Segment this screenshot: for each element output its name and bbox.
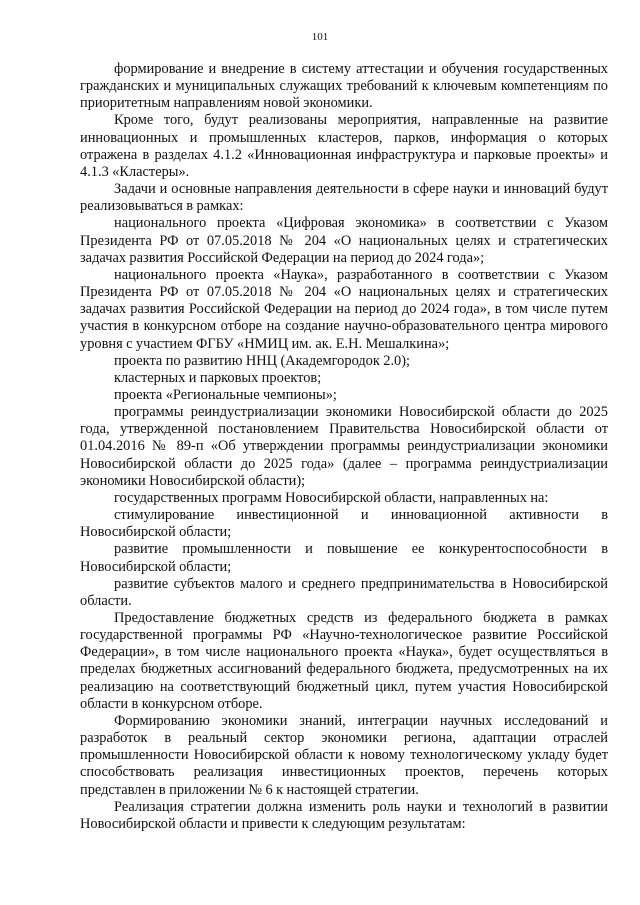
paragraph: стимулирование инвестиционной и инновационной активности в Новосибирской области;	[80, 507, 608, 541]
page-number: 101	[311, 31, 329, 43]
paragraph: программы реиндустриализации экономики Новосибирской области до 2025 года, утвержденной постановлением Правительства Новосибирской области от 01.04.2016 № 89-п «Об утверждении программы реиндустриализации экономики Новосибирской области до 2025 года» (далее – программа реиндустриализации экономики Новосибирской области);	[80, 404, 608, 489]
paragraph: Реализация стратегии должна изменить роль науки и технологий в развитии Новосибирской области и привести к следующим результатам:	[80, 798, 608, 832]
paragraph: развитие промышленности и повышение ее конкурентоспособности в Новосибирской области;	[80, 541, 608, 575]
paragraph: Предоставление бюджетных средств из федерального бюджета в рамках государственной программы РФ «Научно-технологическое развитие Российской Федерации», в том числе национального проекта «Наука», будет осуществляться в пределах бюджетных ассигнований федерального бюджета, предусмотренных на их реализацию на соответствующий бюджетный цикл, путем участия Новосибирской области в конкурсном отборе.	[80, 610, 608, 712]
paragraph: Задачи и основные направления деятельности в сфере науки и инноваций будут реализовываться в рамках:	[80, 181, 608, 215]
paragraph: национального проекта «Цифровая экономика» в соответствии с Указом Президента РФ от 07.05.2018 № 204 «О национальных целях и стратегических задачах развития Российской Федерации на период до 2024 года»;	[80, 215, 608, 266]
paragraph: национального проекта «Наука», разработанного в соответствии с Указом Президента РФ от 07.05.2018 № 204 «О национальных целях и стратегических задачах развития Российской Федерации на период до 2024 года», в том числе путем участия в конкурсном отборе на создание научно-образовательного центра мирового уровня с участием ФГБУ «НМИЦ им. ак. Е.Н. Мешалкина»;	[80, 266, 608, 352]
paragraph: кластерных и парковых проектов;	[114, 369, 322, 386]
paragraph: Кроме того, будут реализованы мероприятия, направленные на развитие инновационных и промышленных кластеров, парков, информация о которых отражена в разделах 4.1.2 «Инновационная инфраструктура и парковые проекты» и 4.1.3 «Кластеры».	[80, 112, 608, 180]
paragraph: государственных программ Новосибирской области, направленных на:	[114, 489, 549, 506]
paragraph: проекта «Региональные чемпионы»;	[114, 386, 337, 403]
paragraph: развитие субъектов малого и среднего предпринимательства в Новосибирской области.	[80, 575, 608, 609]
paragraph: проекта по развитию ННЦ (Академгородок 2.0);	[114, 352, 411, 369]
paragraph: Формированию экономики знаний, интеграции научных исследований и разработок в реальный сектор экономики региона, адаптации отраслей промышленности Новосибирской области к новому технологическому укладу будет способствовать реализация инвестиционных проектов, перечень которых представлен в приложении № 6 к настоящей стратегии.	[80, 712, 608, 798]
document-body	[80, 61, 608, 833]
paragraph: формирование и внедрение в систему аттестации и обучения государственных гражданских и муниципальных служащих требований к ключевым компетенциям по приоритетным направлениям новой экономики.	[80, 61, 608, 112]
